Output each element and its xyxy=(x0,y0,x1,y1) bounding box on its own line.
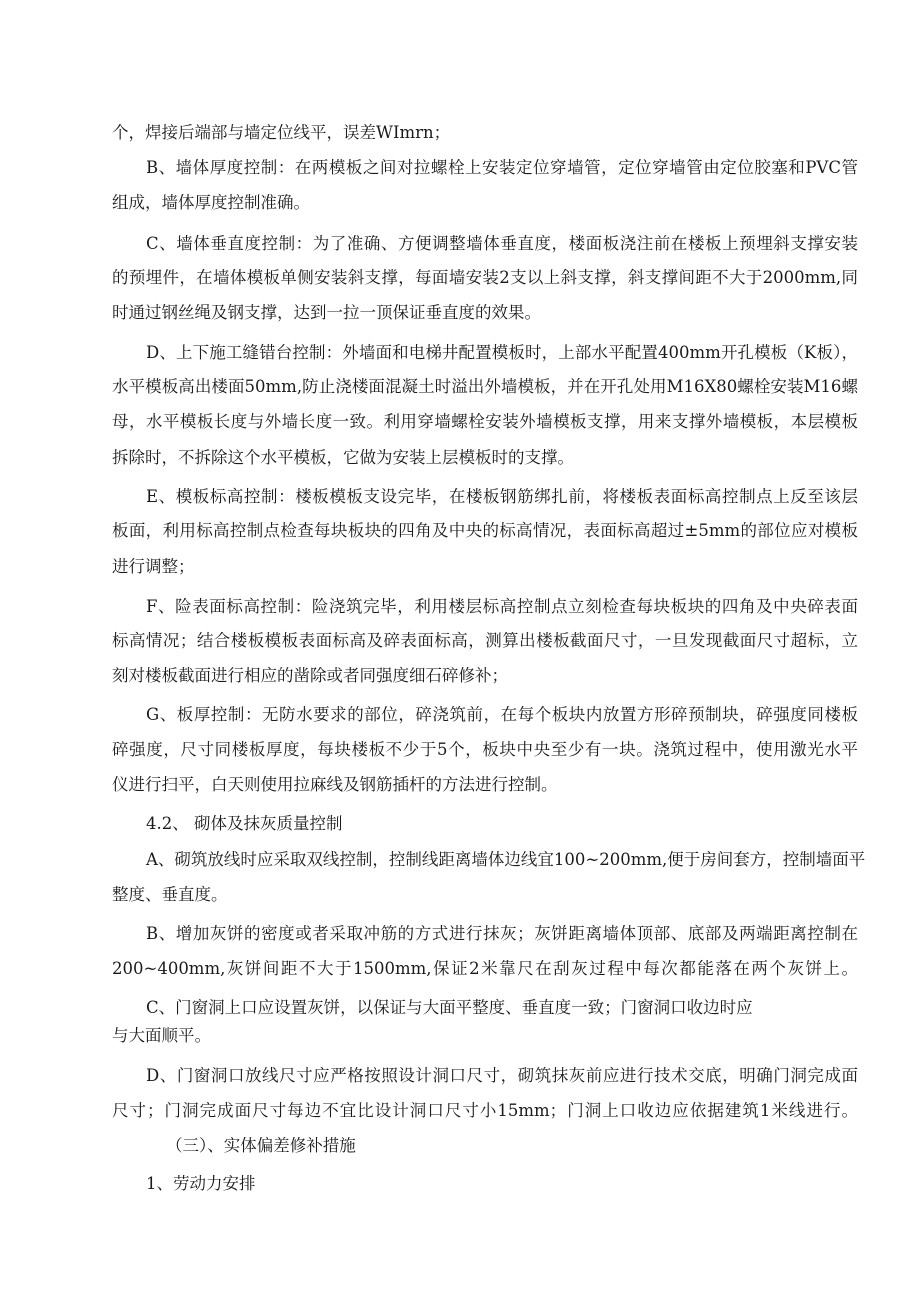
text-line: 母，水平模板长度与外墙长度一致。利用穿墙螺栓安装外墙模板支撑，用来支撑外墙模板，本层模板 xyxy=(112,412,858,431)
text-line: 标高情况；结合楼板模板表面标高及碎表面标高，测算出楼板截面尺寸，一旦发现截面尺寸超标，立 xyxy=(112,631,858,650)
text-line: 尺寸；门洞完成面尺寸每边不宜比设计洞口尺寸小15mm；门洞上口收边应依据建筑1米线进行。 xyxy=(112,1101,858,1120)
text-line: 200~400mm,灰饼间距不大于1500mm,保证2米靠尺在刮灰过程中每次都能落在两个灰饼上。 xyxy=(112,959,858,978)
text-line: 水平模板高出楼面50mm,防止浇楼面混凝土时溢出外墙模板，并在开孔处用M16X80螺栓安装M16螺 xyxy=(112,377,858,396)
text-line: 个，焊接后端部与墙定位线平，误差WImrn； xyxy=(112,123,451,142)
text-line: 的预埋件，在墙体模板单侧安装斜支撑，每面墙安装2支以上斜支撑，斜支撑间距不大于2000mm,同 xyxy=(112,268,858,287)
text-line: G、板厚控制：无防水要求的部位，碎浇筑前，在每个板块内放置方形碎预制块，碎强度同楼板 xyxy=(146,705,858,724)
text-line: 进行调整； xyxy=(112,557,195,576)
section-heading: （三）、实体偏差修补措施 xyxy=(166,1136,356,1155)
text-line: 组成，墙体厚度控制准确。 xyxy=(112,193,310,212)
text-line: F、险表面标高控制：险浇筑完毕，利用楼层标高控制点立刻检查每块板块的四角及中央碎表面 xyxy=(146,597,858,616)
text-line: D、门窗洞口放线尺寸应严格按照设计洞口尺寸，砌筑抹灰前应进行技术交底，明确门洞完成面 xyxy=(146,1066,858,1085)
text-line: 仪进行扫平，白天则使用拉麻线及钢筋插杆的方法进行控制。 xyxy=(112,775,558,794)
text-line: 时通过钢丝绳及钢支撑，达到一拉一顶保证垂直度的效果。 xyxy=(112,303,541,322)
text-line: C、门窗洞上口应设置灰饼，以保证与大面平整度、垂直度一致；门窗洞口收边时应 xyxy=(146,998,753,1017)
text-line: 碎强度，尺寸同楼板厚度，每块楼板不少于5个，板块中央至少有一块。浇筑过程中，使用激光水平 xyxy=(112,740,858,759)
text-line: D、上下施工缝错台控制：外墙面和电梯井配置模板时，上部水平配置400mm开孔模板（K板）， xyxy=(146,343,858,362)
text-line: E、模板标高控制：楼板模板支设完毕，在楼板钢筋绑扎前，将楼板表面标高控制点上反至该层 xyxy=(146,487,858,506)
text-line: 与大面顺平。 xyxy=(112,1026,211,1045)
section-heading: 4.2、 砌体及抹灰质量控制 xyxy=(146,814,343,833)
text-line: 拆除时，不拆除这个水平模板，它做为安装上层模板时的支撑。 xyxy=(112,448,574,467)
text-line: 刻对楼板截面进行相应的凿除或者同强度细石碎修补； xyxy=(112,666,508,685)
text-line: 整度、垂直度。 xyxy=(112,885,228,904)
text-line: 板面，利用标高控制点检查每块板块的四角及中央的标高情况，表面标高超过±5mm的部位应对模板 xyxy=(112,521,858,540)
text-line: B、增加灰饼的密度或者采取冲筋的方式进行抹灰；灰饼距离墙体顶部、底部及两端距离控制在 xyxy=(146,924,858,943)
section-heading: 1、劳动力安排 xyxy=(146,1174,256,1193)
text-line: A、砌筑放线时应采取双线控制，控制线距离墙体边线宜100~200mm,便于房间套方，控制墙面平 xyxy=(146,850,866,869)
text-line: B、墙体厚度控制：在两模板之间对拉螺栓上安装定位穿墙管，定位穿墙管由定位胶塞和PVC管 xyxy=(146,158,858,177)
text-line: C、墙体垂直度控制：为了准确、方便调整墙体垂直度，楼面板浇注前在楼板上预埋斜支撑安装 xyxy=(146,234,858,253)
